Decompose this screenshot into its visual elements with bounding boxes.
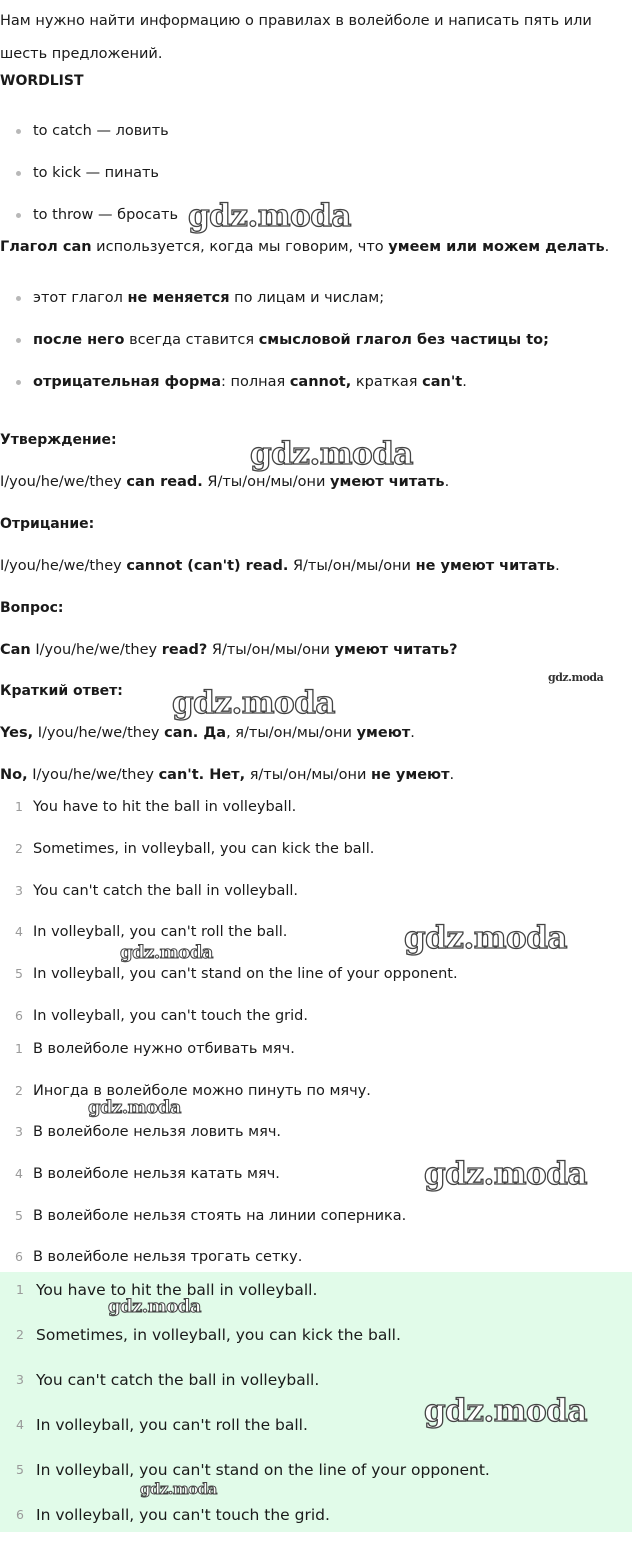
bullet-icon — [16, 338, 21, 343]
example-text: I/you/he/we/they — [30, 642, 162, 658]
list-item: You can't catch the ball in volleyball. — [33, 883, 299, 899]
example-emphasis: Yes, — [0, 725, 34, 741]
grammar-emphasis: умеем или можем делать — [388, 239, 605, 255]
answer-number: 6 — [16, 1507, 24, 1522]
list-item: You have to hit the ball in volleyball. — [33, 799, 297, 815]
example-text: Я/ты/он/мы/они — [207, 642, 335, 658]
negative-example — [0, 556, 560, 576]
list-item: In volleyball, you can't stand on the line of your opponent. — [33, 966, 458, 982]
rule-item — [33, 330, 549, 350]
example-emphasis: Да — [198, 725, 227, 741]
grammar-term: Глагол — [0, 239, 58, 255]
example-text: Я/ты/он/мы/они — [202, 474, 331, 490]
example-emphasis: умеют — [356, 725, 411, 741]
intro-text: Нам нужно найти информацию о правилах в волейболе и написать пять или шесть предложений. — [0, 13, 592, 62]
grammar-text: используется, когда мы говорим, что — [91, 239, 389, 255]
bullet-icon — [16, 296, 21, 301]
example-text: , я/ты/он/мы/они — [226, 725, 357, 741]
example-text: . — [444, 474, 450, 490]
list-item: Иногда в волейболе можно пинуть по мячу. — [33, 1083, 371, 1099]
grammar-end: . — [604, 239, 610, 255]
example-text: I/you/he/we/they — [0, 474, 127, 490]
rule-emphasis: cannot, — [289, 374, 352, 390]
answer-item: In volleyball, you can't roll the ball. — [36, 1416, 308, 1434]
short-answer-yes — [0, 723, 415, 743]
affirmative-example — [0, 472, 449, 492]
rule-text: по лицам и числам; — [229, 290, 385, 306]
list-number: 5 — [15, 1208, 23, 1223]
negative-heading: Отрицание: — [0, 516, 95, 532]
example-text: I/you/he/we/they — [0, 558, 127, 574]
bullet-icon — [16, 380, 21, 385]
grammar-explanation — [0, 237, 609, 257]
list-number: 2 — [15, 841, 23, 856]
watermark: gdz.moda — [424, 1156, 587, 1192]
example-emphasis: Can — [0, 642, 31, 658]
example-emphasis: No, — [0, 767, 28, 783]
example-text: . — [410, 725, 415, 741]
list-number: 1 — [15, 1041, 23, 1056]
answer-item: In volleyball, you can't touch the grid. — [36, 1506, 330, 1524]
watermark: gdz.moda — [172, 685, 335, 721]
rule-emphasis: смысловой глагол без частицы to; — [258, 332, 549, 348]
example-emphasis: can. — [164, 725, 199, 741]
list-item: Sometimes, in volleyball, you can kick the ball. — [33, 841, 375, 857]
example-emphasis: can't. — [158, 767, 205, 783]
example-text: . — [449, 767, 455, 783]
rule-item — [33, 372, 467, 392]
rule-text: всегда ставится — [124, 332, 259, 348]
list-number: 3 — [15, 1124, 23, 1139]
bullet-icon — [16, 129, 21, 134]
example-text: я/ты/он/мы/они — [245, 767, 371, 783]
example-emphasis: умеют читать — [330, 474, 445, 490]
example-emphasis: умеют читать? — [334, 642, 458, 658]
wordlist-heading: WORDLIST — [0, 73, 84, 89]
watermark: gdz.moda — [250, 436, 413, 472]
watermark: gdz.moda — [404, 920, 567, 956]
grammar-verb: can — [57, 239, 92, 255]
example-text: I/you/he/we/they — [33, 725, 165, 741]
rule-text: . — [462, 374, 467, 390]
example-emphasis: read? — [161, 642, 208, 658]
wordlist-item: to kick — пинать — [33, 165, 159, 181]
rule-emphasis: отрицательная форма — [33, 374, 221, 390]
short-answer-heading: Краткий ответ: — [0, 683, 123, 699]
list-number: 3 — [15, 883, 23, 898]
answer-item: In volleyball, you can't stand on the line of your opponent. — [36, 1461, 490, 1479]
wordlist-item: to throw — бросать — [33, 207, 178, 223]
list-item: В волейболе нельзя ловить мяч. — [33, 1124, 282, 1140]
example-text: Я/ты/он/мы/они — [288, 558, 416, 574]
affirmative-heading: Утверждение: — [0, 432, 117, 448]
answer-number: 2 — [16, 1327, 24, 1342]
list-number: 5 — [15, 966, 23, 981]
question-example — [0, 640, 458, 660]
bullet-icon — [16, 213, 21, 218]
example-emphasis: не умеют — [371, 767, 450, 783]
list-number: 6 — [15, 1008, 23, 1023]
example-emphasis: can read. — [126, 474, 203, 490]
answer-number: 3 — [16, 1372, 24, 1387]
list-number: 4 — [15, 924, 23, 939]
list-item: В волейболе нельзя трогать сетку. — [33, 1249, 303, 1265]
list-item: В волейболе нужно отбивать мяч. — [33, 1041, 295, 1057]
rule-emphasis: can't — [422, 374, 463, 390]
list-number: 1 — [15, 799, 23, 814]
list-item: In volleyball, you can't roll the ball. — [33, 924, 288, 940]
example-emphasis: Нет, — [204, 767, 246, 783]
question-heading: Вопрос: — [0, 600, 64, 616]
answer-item: You can't catch the ball in volleyball. — [36, 1371, 320, 1389]
answer-number: 4 — [16, 1417, 24, 1432]
example-emphasis: cannot (can't) read. — [126, 558, 289, 574]
list-number: 6 — [15, 1249, 23, 1264]
rule-text: краткая — [351, 374, 423, 390]
answer-number: 1 — [16, 1282, 24, 1297]
watermark: gdz.moda — [108, 1296, 201, 1317]
list-item: In volleyball, you can't touch the grid. — [33, 1008, 308, 1024]
example-text: I/you/he/we/they — [27, 767, 159, 783]
answer-number: 5 — [16, 1462, 24, 1477]
list-number: 4 — [15, 1166, 23, 1181]
rule-item — [33, 288, 384, 308]
bullet-icon — [16, 171, 21, 176]
watermark: gdz.moda — [548, 671, 604, 684]
short-answer-no — [0, 765, 454, 785]
rule-text: этот глагол — [33, 290, 128, 306]
example-text: . — [555, 558, 560, 574]
answer-item: Sometimes, in volleyball, you can kick the ball. — [36, 1326, 401, 1344]
watermark: gdz.moda — [120, 942, 213, 963]
example-emphasis: не умеют читать — [415, 558, 556, 574]
answer-item: You have to hit the ball in volleyball. — [36, 1281, 318, 1299]
wordlist-item: to catch — ловить — [33, 123, 169, 139]
rule-text: : полная — [221, 374, 290, 390]
list-item: В волейболе нельзя стоять на линии соперника. — [33, 1208, 407, 1224]
watermark: gdz.moda — [424, 1393, 587, 1429]
watermark: gdz.moda — [140, 1480, 217, 1498]
list-item: В волейболе нельзя катать мяч. — [33, 1166, 280, 1182]
rule-emphasis: не меняется — [127, 290, 230, 306]
watermark: gdz.moda — [88, 1097, 181, 1118]
rule-emphasis: после него — [33, 332, 125, 348]
list-number: 2 — [15, 1083, 23, 1098]
watermark: gdz.moda — [188, 198, 351, 234]
